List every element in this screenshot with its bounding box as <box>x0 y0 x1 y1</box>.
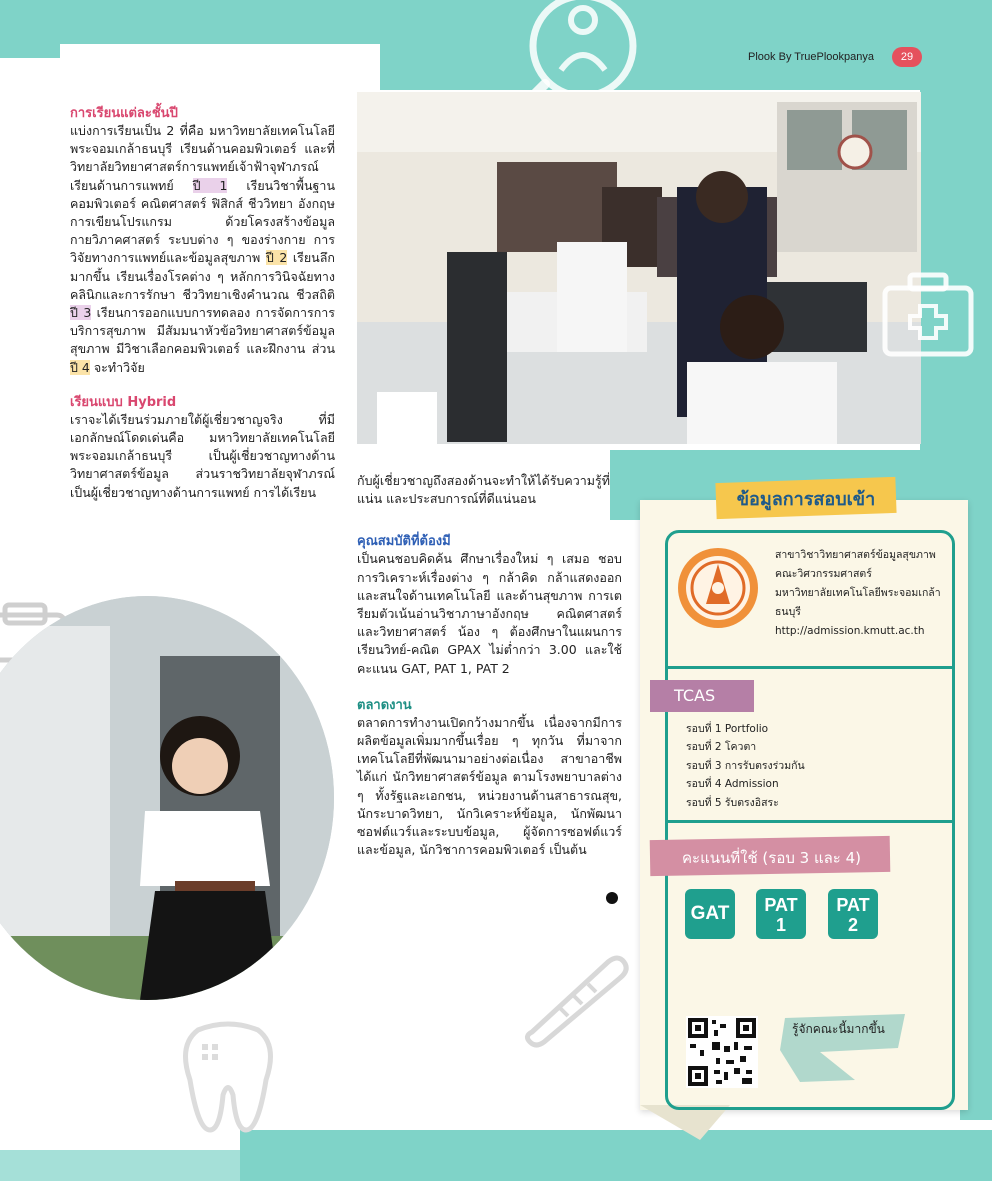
uni-line-1: สาขาวิชาวิทยาศาสตร์ข้อมูลสุขภาพ <box>775 549 936 561</box>
year-4-highlight: ปี 4 <box>70 359 90 375</box>
brush-top-left <box>0 44 60 58</box>
year-2-highlight: ปี 2 <box>265 250 288 266</box>
brush-bottom <box>240 1130 992 1181</box>
middle-column <box>357 472 622 859</box>
brush-bottom-left <box>0 1150 240 1181</box>
card-title: ข้อมูลการสอบเข้า <box>736 489 876 510</box>
hybrid-continued: กับผู้เชี่ยวชาญถึงสองด้านจะทำให้ได้รับความรู้ที่แน่น และประสบการณ์ที่ดีแน่นอน <box>357 473 610 507</box>
section-body-hybrid: เราจะได้เรียนร่วมภายใต้ผู้เชี่ยวชาญจริง ที่มีเอกลักษณ์โดดเด่นคือ มหาวิทยาลัยเทคโนโลยีพระจอมเกล้าธนบุรี เป็นผู้เชี่ยวชาญทางด้านวิทยาศาสตร์ข้อมูล ส่วนราชวิทยาลัยจุฬาภรณ์ เป็นผู้เชี่ยวชาญทางด้านการแพทย์ การได้เรียน <box>70 411 335 500</box>
tooth-icon <box>178 1020 278 1135</box>
section-heading-jobs: ตลาดงาน <box>357 697 412 713</box>
year-1-highlight: ปี 1 <box>192 177 228 193</box>
section-body-jobs: ตลาดการทำงานเปิดกว้างมากขึ้น เนื่องจากมีการผลิตข้อมูลเพิ่มมากขึ้นเรื่อย ๆ ทุกวัน ที่มาจากเทคโนโลยีที่พัฒนามาอย่างต่อเนื่อง สาขาอาชีพ ได้แก่ นักวิทยาศาสตร์ข้อมูล ตามโรงพยาบาลต่าง ๆ ทั้งรัฐและเอกชน, หน่วยงานด้านสาธารณสุข, นักระบาดวิทยา, นักวิเคราะห์ข้อมูล, นักพัฒนาซอฟต์แวร์และระบบข้อมูล, ผู้จัดการซอฟต์แวร์และข้อมูล, นักวิชาการคอมพิวเตอร์ เป็นต้น <box>357 714 622 858</box>
score-badge-pat2: PAT 2 <box>828 889 878 939</box>
qr-code[interactable] <box>686 1016 758 1088</box>
card-divider-1 <box>665 666 955 669</box>
page-number: 29 <box>892 47 922 67</box>
header-brand: Plook By TruePlookpanya <box>748 51 874 63</box>
tcas-label: TCAS <box>674 686 716 705</box>
qr-caption: รู้จักคณะนี้มากขึ้น <box>792 1022 885 1036</box>
admission-link[interactable]: http://admission.kmutt.ac.th <box>775 625 925 637</box>
list-item: รอบที่ 5 รับตรงอิสระ <box>686 796 779 809</box>
list-item: รอบที่ 4 Admission <box>686 778 779 791</box>
section-body-qualifications: เป็นคนชอบคิดค้น ศึกษาเรื่องใหม่ ๆ เสมอ ชอบการวิเคราะห์เรื่องต่าง ๆ กล้าคิด กล้าแสดงออก และสนใจด้านเทคโนโลยี และด้านสุขภาพ การเตรียมตัวเน้นอ่านวิชาภาษาอังกฤษ คณิตศาสตร์ และวิทยาศาสตร์ น้อง ๆ ต้องศึกษาในแผนการเรียนวิทย์-คณิต GPAX ไม่ต่ำกว่า 3.00 และใช้คะแนน GAT, PAT 1, PAT 2 <box>357 551 622 676</box>
uni-line-4: ธนบุรี <box>775 606 801 618</box>
section-heading-hybrid: เรียนแบบ Hybrid <box>70 394 177 410</box>
card-divider-2 <box>665 820 955 823</box>
list-item: รอบที่ 1 Portfolio <box>686 723 769 735</box>
uni-line-3: มหาวิทยาลัยเทคโนโลยีพระจอมเกล้า <box>775 587 941 599</box>
student-circle-photo <box>0 596 334 1000</box>
university-info <box>775 546 941 641</box>
end-mark-icon <box>606 892 618 904</box>
classroom-photo <box>357 92 921 444</box>
list-item: รอบที่ 2 โควตา <box>686 741 757 754</box>
section-heading-year: การเรียนแต่ละชั้นปี <box>70 106 178 121</box>
thermometer-icon <box>520 950 630 1050</box>
section-heading-qualifications: คุณสมบัติที่ต้องมี <box>357 534 451 550</box>
university-seal-icon <box>676 546 760 630</box>
uni-line-2: คณะวิศวกรรมศาสตร์ <box>775 568 872 580</box>
tcas-rounds-list <box>686 720 805 812</box>
left-column <box>70 106 335 502</box>
section-body-year: แบ่งการเรียนเป็น 2 ที่คือ มหาวิทยาลัยเทคโนโลยีพระจอมเกล้าธนบุรี เรียนด้านคอมพิวเตอร์ และที่วิทยาลัยวิทยาศาสตร์การแพทย์เจ้าฟ้าจุฬาภรณ์ เรียนด้านการแพทย์ ปี 1 เรียนวิชาพื้นฐานคอมพิวเตอร์ คณิตศาสตร์ ฟิสิกส์ ชีววิทยา อังกฤษ การเขียนโปรแกรม ด้วยโครงสร้างข้อมูล กายวิภาคศาสตร์ ระบบต่าง ๆ ของร่างกาย การวิจัยทางการแพทย์และข้อมูลสุขภาพ ปี 2 เรียนลึกมากขึ้น เรียนเรื่องโรคต่าง ๆ หลักการวินิจฉัยทางคลินิกและการรักษา ชีววิทยาเชิงคำนวณ ชีวสถิติ ปี 3 เรียนการออกแบบการทดลอง การจัดการการบริการสุขภาพ มีสัมมนาหัวข้อวิทยาศาสตร์ข้อมูลสุขภาพ มีวิชาเลือกคอมพิวเตอร์ และฝึกงาน ส่วนปี 4 จะทำวิจัย <box>70 123 335 375</box>
score-badge-pat1: PAT 1 <box>756 889 806 939</box>
list-item: รอบที่ 3 การรับตรงร่วมกัน <box>686 759 805 772</box>
score-badge-gat: GAT <box>685 889 735 939</box>
score-label: คะแนนที่ใช้ (รอบ 3 และ 4) <box>682 849 862 867</box>
first-aid-kit-icon <box>880 270 976 360</box>
card-fold-corner <box>640 1105 730 1145</box>
year-3-highlight: ปี 3 <box>70 305 92 321</box>
